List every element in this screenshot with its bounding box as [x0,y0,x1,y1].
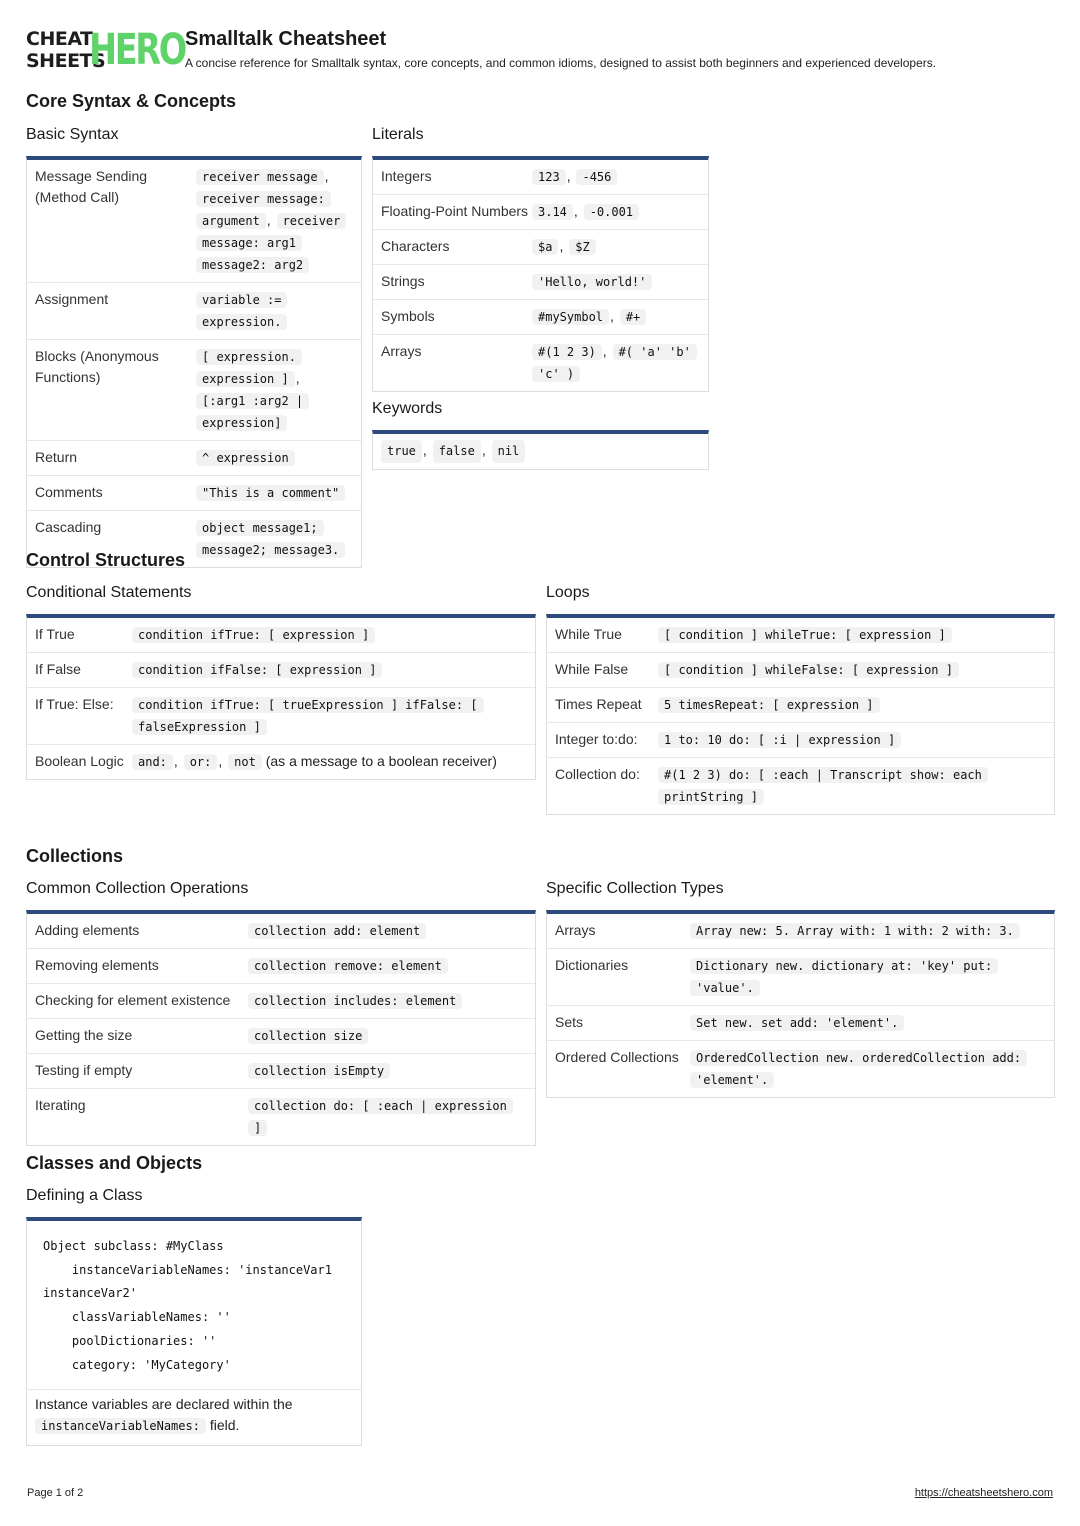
code-snippet: condition ifTrue: [ trueExpression ] ifFalse: [ falseExpression ] [132,697,484,735]
separator: , [481,442,486,458]
table-row [373,335,708,391]
code-snippet: #mySymbol [532,309,609,325]
card-title-collection-ops: Common Collection Operations [26,880,249,897]
row-label: Ordered Collections [555,1049,679,1065]
card-basic-syntax [26,156,362,568]
separator: , [566,168,571,184]
code-snippet: [ condition ] whileFalse: [ expression ] [658,662,959,678]
code-snippet: and: [132,754,173,770]
row-label: Cascading [35,519,102,535]
card-loops [546,614,1055,815]
card-literals [372,156,709,392]
code-snippet: "This is a comment" [196,485,345,501]
code-snippet: [ expression. expression ] [196,349,302,387]
row-label: While False [555,661,629,677]
card-title-conditionals: Conditional Statements [26,584,192,601]
table-row [27,745,535,779]
row-label: Symbols [381,308,435,324]
row-value [532,341,700,385]
row-label: Dictionaries [555,957,629,973]
cheatsheetshero-logo[interactable] [26,25,185,75]
row-value [690,920,1046,942]
row-label: Collection do: [555,766,640,782]
section-collections: Collections [26,846,124,866]
code-snippet: collection size [248,1028,368,1044]
code-snippet: collection remove: element [248,958,448,974]
separator: , [559,238,564,254]
note-text-post: field. [209,1417,240,1434]
table-row [27,441,361,476]
table-collection-ops [27,914,535,1145]
row-value [196,482,353,504]
code-snippet: variable := expression. [196,292,287,330]
table-row [27,688,535,745]
code-snippet: ^ expression [196,450,295,466]
class-definition-code: Object subclass: #MyClass instanceVariableNames: 'instanceVar1 instanceVar2' classVariableNames: '' poolDictionaries: '' category: 'MyCategory' [27,1221,361,1390]
table-row [27,1054,535,1089]
table-row [27,160,361,283]
table-row [27,1019,535,1054]
row-label: Sets [555,1014,584,1030]
row-value [532,201,700,223]
row-label: Removing elements [35,957,159,973]
code-snippet: $Z [569,239,595,255]
table-row [373,265,708,300]
row-label: Testing if empty [35,1062,133,1078]
separator: , [610,308,614,324]
row-label: While True [555,626,622,642]
row-label: Strings [381,273,425,289]
table-row [547,949,1054,1006]
code-snippet: #( 'a' 'b' 'c' ) [532,344,697,382]
code-snippet: or: [184,754,218,770]
logo-sheets-text: SHEETS [26,50,106,72]
table-row [547,723,1054,758]
card-title-literals: Literals [372,126,424,143]
code-snippet: 3.14 [532,204,573,220]
row-value [196,447,353,469]
table-row [373,230,708,265]
logo-cheat-text: CHEAT [26,28,93,50]
row-value [196,289,353,333]
row-value [690,955,1046,999]
row-value [248,920,527,942]
code-snippet: receiver message [196,169,324,185]
code-snippet: collection isEmpty [248,1063,390,1079]
table-row [547,1006,1054,1041]
code-snippet: 123 [532,169,566,185]
code-snippet: condition ifTrue: [ expression ] [132,627,375,643]
row-value [248,990,527,1012]
code-snippet: -456 [576,169,617,185]
table-row [27,1089,535,1145]
code-snippet: #(1 2 3) [532,344,602,360]
row-label: Integer to:do: [555,731,638,747]
card-collection-types [546,910,1055,1098]
row-value [658,659,1046,681]
code-snippet: #(1 2 3) do: [ :each | Transcript show: each printString ] [658,767,988,805]
row-value [132,659,527,681]
row-value [132,694,527,738]
row-label: Arrays [381,343,422,359]
card-title-defining-class: Defining a Class [26,1187,143,1204]
keyword-code: nil [492,440,526,463]
table-row [27,984,535,1019]
row-label: Adding elements [35,922,140,938]
code-snippet: condition ifFalse: [ expression ] [132,662,382,678]
code-snippet: collection includes: element [248,993,462,1009]
header [26,26,1056,74]
row-value [532,236,700,258]
row-value [132,624,527,646]
row-value [532,166,700,188]
row-label: Getting the size [35,1027,133,1043]
table-basic-syntax [27,160,361,567]
card-defining-class [26,1217,362,1446]
row-value [658,624,1046,646]
card-title-loops: Loops [546,584,590,601]
row-label: If True [35,626,75,642]
row-suffix: (as a message to a boolean receiver) [265,753,497,769]
code-snippet: collection do: [ :each | expression ] [248,1098,513,1136]
card-keywords [372,430,709,470]
table-row [373,160,708,195]
row-value [132,751,527,773]
card-title-collection-types: Specific Collection Types [546,880,724,897]
page-title: Smalltalk Cheatsheet [185,28,387,50]
code-snippet: #+ [620,309,646,325]
code-snippet: receiver message: argument [196,191,331,229]
row-value [248,1025,527,1047]
row-label: If True: Else: [35,696,114,712]
row-value [248,1095,527,1139]
table-row [547,914,1054,949]
keywords-row [373,434,708,469]
card-title-basic-syntax: Basic Syntax [26,126,119,143]
section-control-structures: Control Structures [26,550,186,570]
row-label: Floating-Point Numbers [381,203,529,219]
row-label: Integers [381,168,432,184]
separator: , [573,203,578,219]
table-conditionals [27,618,535,779]
code-snippet: Array new: 5. Array with: 1 with: 2 with: 3. [690,923,1020,939]
table-row [373,300,708,335]
code-snippet: 5 timesRepeat: [ expression ] [658,697,880,713]
code-snippet: 'Hello, world!' [532,274,652,290]
table-row [27,653,535,688]
section-classes-objects: Classes and Objects [26,1153,203,1173]
code-snippet: Set new. set add: 'element'. [690,1015,904,1031]
logo-hero-text: HERO [89,25,185,75]
code-snippet: [:arg1 :arg2 | expression] [196,393,309,431]
code-snippet: Dictionary new. dictionary at: 'key' put: 'value'. [690,958,998,996]
row-value [196,346,353,434]
separator: , [422,442,427,458]
separator: , [324,168,329,184]
separator: , [173,753,178,769]
table-loops [547,618,1054,814]
row-value [248,1060,527,1082]
separator: , [266,212,271,228]
table-row [547,758,1054,814]
row-label: Blocks (Anonymous Functions) [35,348,159,385]
keyword-code: true [381,440,422,463]
code-snippet: $a [532,239,558,255]
code-snippet: -0.001 [584,204,639,220]
row-label: Characters [381,238,450,254]
card-collection-ops [26,910,536,1146]
code-snippet: receiver message: arg1 message2: arg2 [196,213,346,273]
table-row [27,618,535,653]
table-row [547,688,1054,723]
page-subtitle: A concise reference for Smalltalk syntax, core concepts, and common idioms, designed to assist both beginners and experienced developers. [185,56,937,70]
code-snippet: [ condition ] whileTrue: [ expression ] [658,627,952,643]
note-text-pre: Instance variables are declared within the [35,1396,293,1413]
row-value [690,1047,1046,1091]
row-label: If False [35,661,81,677]
table-row [27,283,361,340]
footer-link[interactable]: https://cheatsheetshero.com [914,1487,1053,1499]
row-label: Times Repeat [555,696,642,712]
row-value [248,955,527,977]
row-label: Return [35,449,78,465]
table-row [27,340,361,441]
row-label: Assignment [35,291,109,307]
row-value [658,729,1046,751]
card-conditionals [26,614,536,780]
row-value [658,694,1046,716]
table-row [27,949,535,984]
table-row [547,653,1054,688]
separator: , [218,753,223,769]
table-collection-types [547,914,1054,1097]
class-definition-note [27,1390,361,1445]
row-label: Arrays [555,922,596,938]
row-value [196,517,353,561]
separator: , [602,343,607,359]
row-value [532,271,700,293]
table-row [373,195,708,230]
table-row [27,476,361,511]
page-number: Page 1 of 2 [27,1487,84,1499]
code-snippet: OrderedCollection new. orderedCollection add: 'element'. [690,1050,1027,1088]
code-snippet: collection add: element [248,923,426,939]
table-row [547,1041,1054,1097]
row-value [196,166,353,276]
section-core-syntax: Core Syntax & Concepts [26,91,237,111]
row-label: Boolean Logic [35,753,124,769]
note-code: instanceVariableNames: [35,1418,206,1434]
code-snippet: 1 to: 10 do: [ :i | expression ] [658,732,901,748]
table-literals [373,160,708,391]
row-label: Checking for element existence [35,992,231,1008]
code-snippet: object message1; message2; message3. [196,520,345,558]
row-value [532,306,700,328]
separator: , [295,370,300,386]
row-label: Iterating [35,1097,86,1113]
card-title-keywords: Keywords [372,400,443,417]
row-label: Comments [35,484,103,500]
table-row [547,618,1054,653]
code-snippet: not [228,754,262,770]
keyword-code: false [433,440,481,463]
row-value [658,764,1046,808]
row-label: Message Sending (Method Call) [35,168,148,205]
table-row [27,914,535,949]
row-value [690,1012,1046,1034]
